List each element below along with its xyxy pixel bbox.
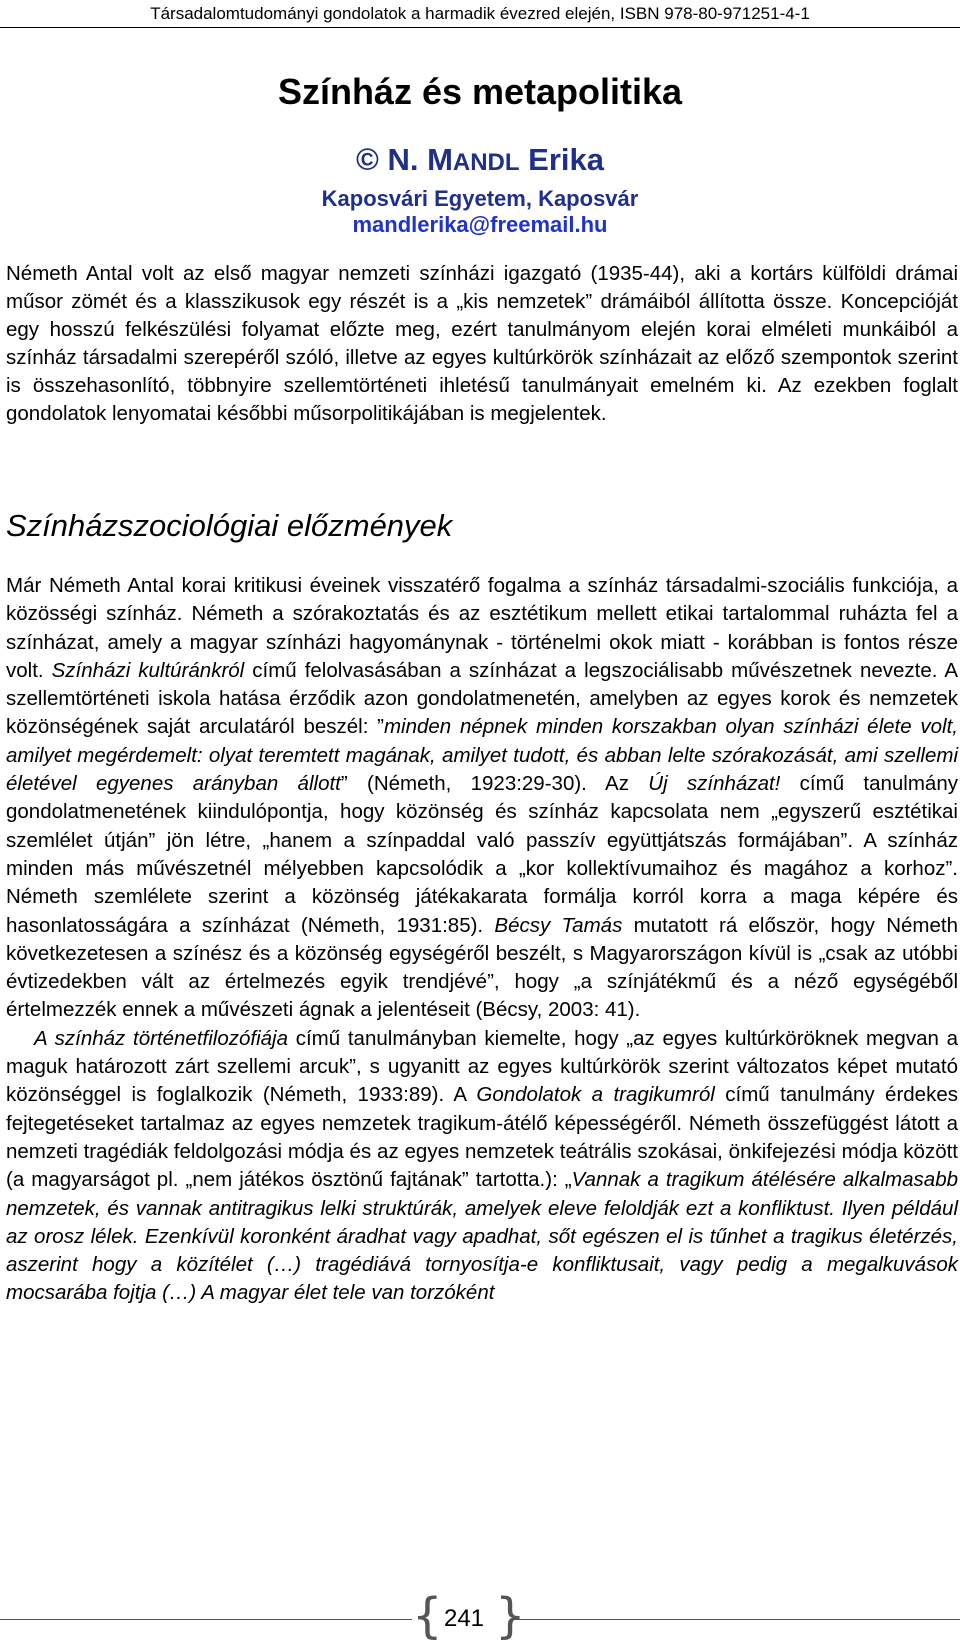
italic-name-run: Bécsy Tamás — [494, 913, 623, 937]
text-run: című tanulmányban kiemelte, hogy „az egyes kultúrköröknek megvan a maguk határozott zárt szellemi arcuk”, s ugyanitt az egyes kultúrkörök szerint változatos képet mutató közönséggel is foglalkozik (Németh, 1933:89). A — [6, 1026, 959, 1107]
author-email-link[interactable]: mandlerika@freemail.hu — [352, 212, 608, 237]
page-footer — [0, 1588, 960, 1644]
section-heading: Színházszociológiai előzmények — [6, 508, 453, 543]
italic-title-run: A színház történetfilozófiája — [34, 1026, 288, 1050]
body-text — [6, 572, 958, 1308]
italic-title-run: Gondolatok a tragikumról — [476, 1083, 715, 1107]
italic-title-run: Új színházat! — [648, 772, 781, 796]
text-run: Már Németh Antal korai kritikusi éveinek visszatérő fogalma a színház társadalmi-szociális funkciója, a közösségi színház. Németh a szórakoztatás és az esztétikum mellett etikai tartalommal ruházta fel a színházat, amely a magyar színházi hagyománynak - történelmi okok miatt - korábban is fontos része volt. — [6, 574, 958, 682]
author-given-name: Erika — [519, 142, 604, 177]
italic-quote-run: minden népnek minden korszakban olyan színházi élete volt, amilyet megérdemelt: olyat teremtett magának, amilyet tudott, és abban lelte szórakozását, ami szellemi életével egyenes arányban állott — [6, 715, 958, 796]
author-prefix: © N. M — [356, 142, 453, 177]
text-run: című tanulmány gondolatmenetének kiindulópontja, hogy közönség és színház kapcsolata nem „egyszerű esztétikai szemlélet útján” jön létre, „hanem a színpaddal való passzív együttjátszás formájában”. A színház minden más művészetnél mélyebben kapcsolódik a „kor kollektívumaihoz és magához a korhoz”. Németh szemlélete szerint a közönség játékakarata formálja korról korra a maga képére és hasonlatosságára a színházat (Németh, 1931:85). — [6, 772, 958, 937]
italic-title-run: Színházi kultúránkról — [51, 658, 245, 682]
page-number: 241 — [443, 1605, 485, 1632]
abstract-paragraph: Németh Antal volt az első magyar nemzeti színházi igazgató (1935-44), aki a kortárs külföldi drámai műsor zömét és a klasszikusok egy részét is a „kis nemzetek” drámáiból állította össze. Koncepcióját egy hosszú felkészülési folyamat előzte meg, ezért tanulmányom elején korai elméleti munkáiból a színház társadalmi szerepéről szóló, illetve az egyes kultúrkörök színházait az előző szempontok szerint is összehasonlító, többnyire szellemtörténeti ihletésű tanulmányait emelném ki. Az ezekben foglalt gondolatok lenyomatai későbbi műsorpolitikájában is megjelentek. — [6, 262, 958, 425]
footer-rule-left — [0, 1619, 412, 1620]
abstract — [6, 260, 958, 428]
author-surname: ANDL — [452, 149, 520, 176]
text-run: ” (Németh, 1923:29-30). Az — [340, 772, 649, 796]
article-title: Színház és metapolitika — [277, 71, 683, 112]
text-run: című tanulmány érdekes fejtegetéseket tartalmaz az egyes nemzetek tragikum-átélő képességéről. Németh összefüggést látott a nemzeti tragédiák feldolgozási módja és az egyes nemzetek teátrális szokásai, önkifejezési módja között (a magyarságot pl. „nem játékos ösztönű fajtának” tartotta.): „ — [6, 1083, 958, 1192]
author-line — [0, 142, 960, 181]
left-brace-icon: { — [412, 1588, 443, 1644]
body-paragraph-1 — [6, 572, 958, 1025]
text-run: mutatott rá először, hogy Németh következetesen a színész és a közönség egységéről beszélt, s Magyarországon kívül is „csak az utóbbi évtizedekben vált az értelmezés egyik trendjévé”, hogy „a színjátékmű és a néző egységéből értelmezzék ennek a művészeti ágnak a jelentéseit (Bécsy, 2003: 41). — [6, 913, 959, 1022]
text-run: című felolvasásában a színházat a legszociálisabb művészetnek nevezte. A szellemtörténeti iskola hatása érződik azon gondolatmenetén, amelyben az egyes korok és nemzetek közönségének saját arculatáról beszél: ” — [6, 658, 959, 739]
footer-rule-right — [512, 1619, 960, 1620]
right-brace-icon: } — [495, 1588, 526, 1644]
italic-quote-run: Vannak a tragikum átélésére alkalmasabb nemzetek, és vannak antitragikus lelki struktúrák, amelyek eleve feloldják ezt a konfliktust. Ilyen például az orosz lélek. Ezenkívül koronként áradhat vagy apadhat, sőt egészen el is tűnhet a tragikus életérzés, aszerint hogy a közítélet (…) tragédiává tornyosítja-e konfliktusait, vagy pedig a megalkuvások mocsarába fojtja (…) A magyar élet tele van torzóként — [6, 1168, 958, 1305]
body-paragraph-2 — [6, 1025, 958, 1308]
affiliation: Kaposvári Egyetem, Kaposvár — [321, 186, 639, 211]
running-header: Társadalomtudományi gondolatok a harmadik évezred elején, ISBN 978-80-971251-4-1 — [0, 4, 960, 28]
